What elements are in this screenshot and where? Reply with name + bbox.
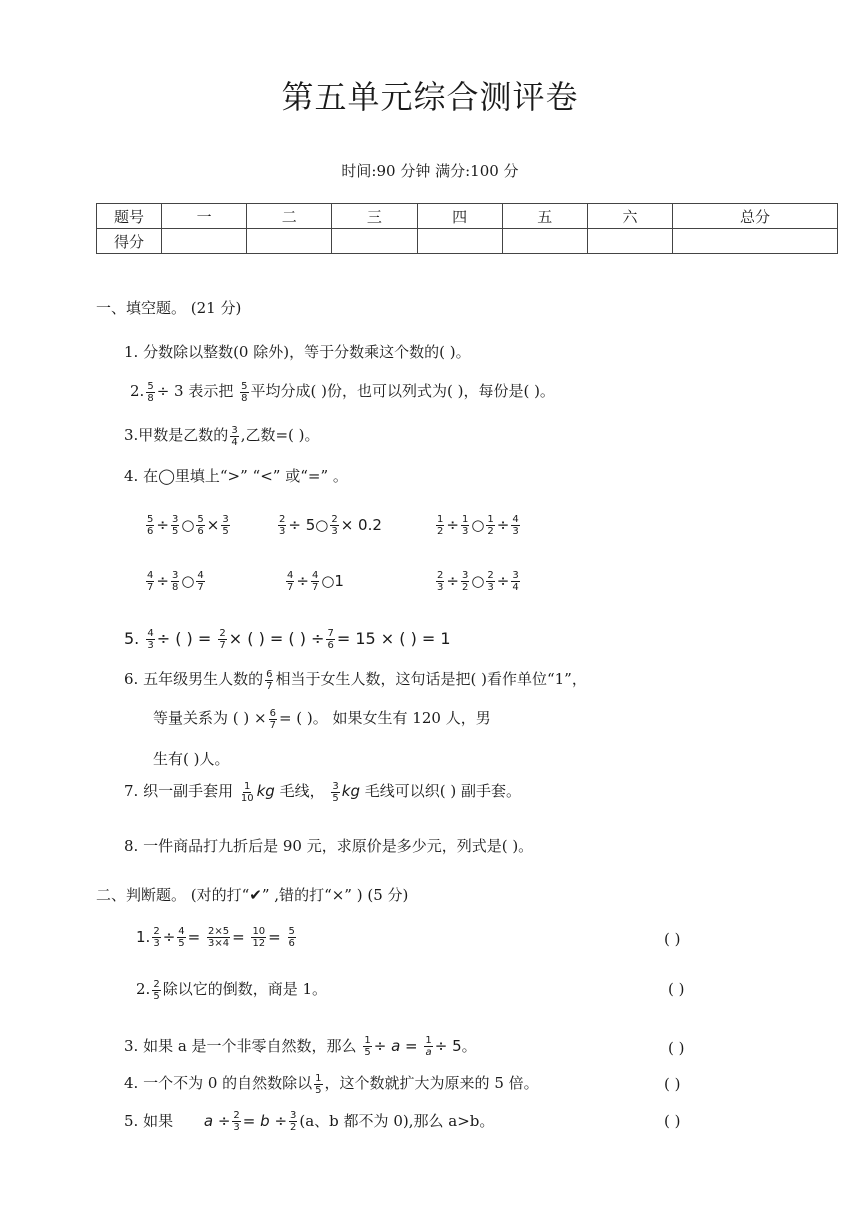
- question-6-line3: 生有( )人。: [153, 750, 230, 768]
- judge-question-1: 1. $\frac{2}{3}$ ÷ $\frac{4}{5}$ = $\frac{2\times 5}{3\times 4}$ = $\frac{10}{12}$ = $\frac{5}{6}$: [136, 926, 295, 949]
- question-text: ，这个数就扩大为原来的 5 倍。: [324, 1074, 539, 1092]
- question-text: 6. 五年级男生人数的: [124, 670, 264, 688]
- table-cell: 得分: [97, 229, 162, 254]
- table-cell: 二: [247, 204, 332, 229]
- exam-meta: 时间:90 分钟 满分:100 分: [341, 162, 519, 180]
- table-cell: 五: [502, 204, 587, 229]
- question-text: = ( )。 如果女生有 120 人，男: [278, 709, 491, 727]
- question-4: 4. 在◯里填上“>” “<” 或“=” 。: [124, 467, 348, 485]
- score-cell[interactable]: [247, 229, 332, 254]
- section-heading-fill: 一、填空题。 (21 分): [96, 299, 242, 317]
- question-7: 7. 织一副手套用 $\frac{1}{10}$ kg 毛线， $\frac{3}{5}$ kg 毛线可以织( ) 副手套。: [124, 780, 522, 804]
- answer-blank[interactable]: ( ): [664, 930, 681, 948]
- question-text: 等量关系为 ( ) ×: [153, 709, 267, 727]
- question-text: (a、b 都不为 0),那么 a>b。: [299, 1112, 495, 1130]
- judge-question-5: 5. 如果 a ÷ $\frac{2}{3}$ = b ÷ $\frac{3}{2}$ (a、b 都不为 0),那么 a>b。: [124, 1110, 495, 1133]
- question-8: 8. 一件商品打九折后是 90 元，求原价是多少元，列式是( )。: [124, 837, 534, 855]
- comparison-expression: $\frac{1}{2}$ ÷ $\frac{1}{3}$ ○ $\frac{1}{2}$ ÷ $\frac{4}{3}$: [437, 514, 519, 537]
- answer-blank[interactable]: ( ): [668, 1039, 685, 1057]
- answer-blank[interactable]: ( ): [664, 1075, 681, 1093]
- question-text: 除以它的倒数，商是 1。: [162, 980, 328, 998]
- table-cell: 总分: [673, 204, 838, 229]
- table-cell: 三: [332, 204, 417, 229]
- question-text: ÷ 3 表示把: [156, 382, 234, 400]
- score-cell[interactable]: [332, 229, 417, 254]
- answer-blank[interactable]: ( ): [664, 1112, 681, 1130]
- question-number: 5.: [124, 629, 140, 648]
- question-text: 4. 一个不为 0 的自然数除以: [124, 1074, 313, 1092]
- comparison-expression: $\frac{4}{7}$ ÷ $\frac{3}{8}$ ○ $\frac{4}{7}$: [147, 570, 204, 593]
- score-cell[interactable]: [502, 229, 587, 254]
- question-5: 5. $\frac{4}{3}$ ÷ ( ) = $\frac{2}{7}$ × ( ) = ( ) ÷ $\frac{7}{6}$ = 15 × ( ) = 1: [124, 628, 451, 651]
- comparison-expression: $\frac{5}{6}$ ÷ $\frac{3}{5}$ ○ $\frac{5}{6}$ × $\frac{3}{5}$: [147, 514, 229, 537]
- table-cell: 六: [587, 204, 672, 229]
- question-3: 3.甲数是乙数的 $\frac{3}{4}$ ,乙数=( )。: [124, 424, 320, 448]
- answer-blank[interactable]: ( ): [668, 980, 685, 998]
- question-text: 相当于女生人数，这句话是把( )看作单位“1”，: [275, 670, 587, 688]
- score-cell[interactable]: [162, 229, 247, 254]
- section-heading-judge: 二、判断题。 (对的打“✔” ,错的打“×” ) (5 分): [96, 886, 409, 904]
- question-number: 2.: [130, 382, 145, 400]
- judge-question-4: 4. 一个不为 0 的自然数除以 $\frac{1}{5}$ ，这个数就扩大为原来的 5 倍。: [124, 1072, 539, 1096]
- question-text: 毛线，: [279, 782, 325, 800]
- score-table: [96, 203, 838, 254]
- question-1: 1. 分数除以整数(0 除外)，等于分数乘这个数的( )。: [124, 343, 471, 361]
- judge-question-3: 3. 如果 a 是一个非零自然数，那么 $\frac{1}{5}$ ÷ a = $\frac{1}{a}$ ÷ 5。: [124, 1035, 477, 1058]
- question-text: 平均分成( )份，也可以列式为( )，每份是( )。: [250, 382, 555, 400]
- question-6-line2: 等量关系为 ( ) × $\frac{6}{7}$ = ( )。 如果女生有 120 人，男: [153, 707, 491, 731]
- judge-question-2: 2. $\frac{2}{5}$ 除以它的倒数，商是 1。: [136, 978, 328, 1002]
- table-cell: 一: [162, 204, 247, 229]
- table-cell: 四: [417, 204, 502, 229]
- question-6-line1: 6. 五年级男生人数的 $\frac{6}{7}$ 相当于女生人数，这句话是把( )看作单位“1”，: [124, 668, 587, 692]
- question-number: 2.: [136, 980, 151, 998]
- table-row: [97, 204, 838, 229]
- table-cell: 题号: [97, 204, 162, 229]
- comparison-expression: $\frac{4}{7}$ ÷ $\frac{4}{7}$ ○1: [287, 570, 344, 593]
- question-text: 7. 织一副手套用: [124, 782, 234, 800]
- question-text: 5. 如果: [124, 1112, 174, 1130]
- question-2: 2. $\frac{5}{8}$ ÷ 3 表示把 $\frac{5}{8}$ 平均分成( )份，也可以列式为( )，每份是( )。: [130, 380, 555, 404]
- question-text: 3.甲数是乙数的: [124, 426, 229, 444]
- table-row: [97, 229, 838, 254]
- score-cell[interactable]: [417, 229, 502, 254]
- score-cell[interactable]: [673, 229, 838, 254]
- question-text: 毛线可以织( ) 副手套。: [364, 782, 522, 800]
- question-text: ,乙数=( )。: [240, 426, 320, 444]
- comparison-expression: $\frac{2}{3}$ ÷ 5○ $\frac{2}{3}$ × 0.2: [279, 514, 382, 537]
- score-cell[interactable]: [587, 229, 672, 254]
- question-text: 3. 如果 a 是一个非零自然数，那么: [124, 1037, 357, 1055]
- page-title: 第五单元综合测评卷: [281, 78, 579, 116]
- comparison-expression: $\frac{2}{3}$ ÷ $\frac{3}{2}$ ○ $\frac{2}{3}$ ÷ $\frac{3}{4}$: [437, 570, 519, 593]
